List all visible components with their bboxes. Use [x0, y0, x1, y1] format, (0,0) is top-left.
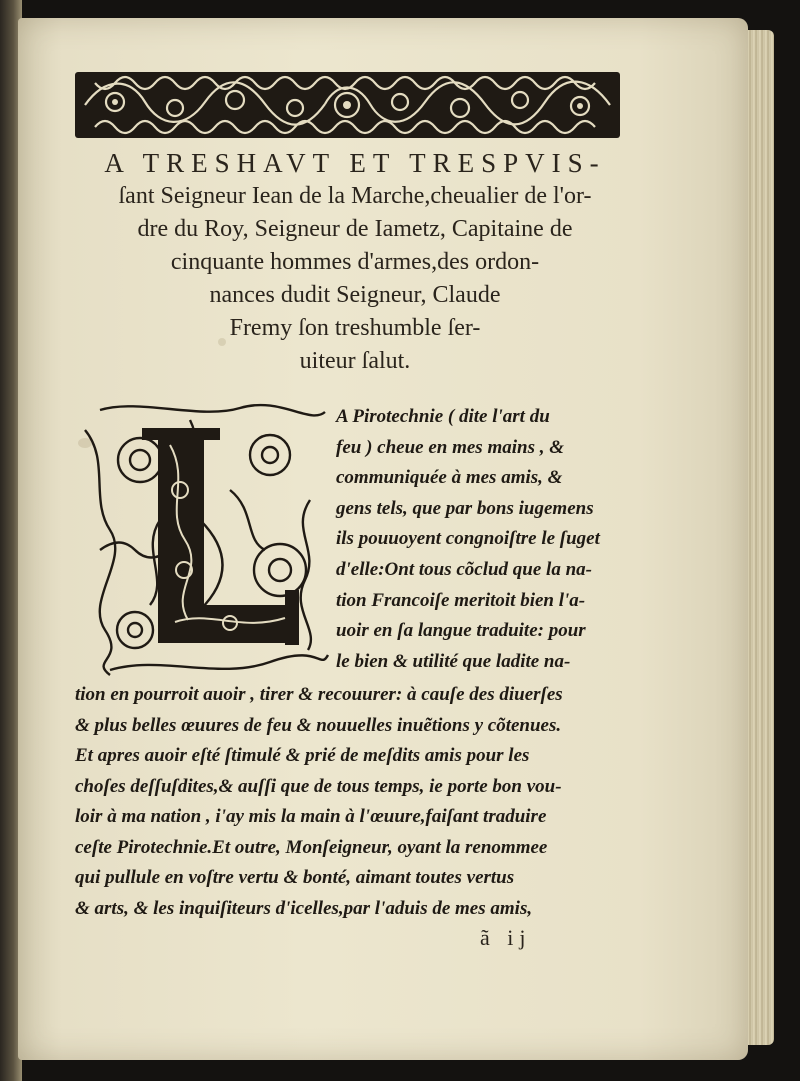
- text-line: choſes deſſuſdites,& auſſi que de tous temps, ie porte bon vou-: [75, 775, 562, 797]
- headpiece-ornament: [75, 72, 620, 138]
- text-line: d'elle:Ont tous cõclud que la na-: [336, 558, 592, 580]
- heading-caps-line: A TRESHAVT ET TRESPVIS-: [104, 148, 606, 178]
- text-line: feu ) cheue en mes mains , &: [336, 436, 564, 458]
- paragraph-full-width: [75, 680, 635, 924]
- text-line: Et apres auoir eſté ſtimulé & prié de meſdits amis pour les: [75, 745, 530, 766]
- heading-line: Fremy ſon treshumble ſer-: [229, 315, 481, 341]
- heading-line: nances dudit Seigneur, Claude: [209, 282, 501, 308]
- heading-line: dre du Roy, Seigneur de Iametz, Capitaine de: [137, 216, 573, 242]
- heading-line: cinquante hommes d'armes,des ordon-: [170, 249, 540, 275]
- dedication-heading: [60, 146, 650, 378]
- text-line: tion en pourroit auoir , tirer & recouurer: à cauſe des diuerſes: [75, 684, 563, 705]
- text-line: ils pouuoyent congnoiſtre le ſuget: [336, 528, 600, 550]
- text-line: tion Francoiſe meritoit bien l'a-: [336, 589, 586, 611]
- paragraph-beside-initial: [336, 402, 636, 677]
- text-line: loir à ma nation , i'ay mis la main à l'œuure,faiſant traduire: [75, 806, 547, 827]
- text-line: gens tels, que par bons iugemens: [336, 497, 594, 519]
- text-line: & plus belles œuures de feu & nouuelles inuẽtions y cõtenues.: [75, 714, 562, 736]
- text-line: qui pullule en voſtre vertu & bonté, aimant toutes vertus: [75, 867, 515, 888]
- heading-line: uiteur ſalut.: [299, 348, 411, 374]
- text-line: communiquée à mes amis, &: [336, 467, 563, 489]
- text-line: A Pirotechnie ( dite l'art du: [336, 406, 550, 427]
- heading-line: ſant Seigneur Iean de la Marche,cheualier de l'or-: [118, 183, 592, 209]
- decorated-initial-l: [80, 400, 330, 682]
- signature-mark: ã ij: [480, 925, 532, 950]
- text-line: uoir en ſa langue traduite: pour: [336, 620, 586, 642]
- text-line: & arts, & les inquiſiteurs d'icelles,par l'aduis de mes amis,: [75, 897, 533, 919]
- text-line: ceſte Pirotechnie.Et outre, Monſeigneur, oyant la renommee: [75, 836, 548, 858]
- text-line: le bien & utilité que ladite na-: [336, 650, 571, 672]
